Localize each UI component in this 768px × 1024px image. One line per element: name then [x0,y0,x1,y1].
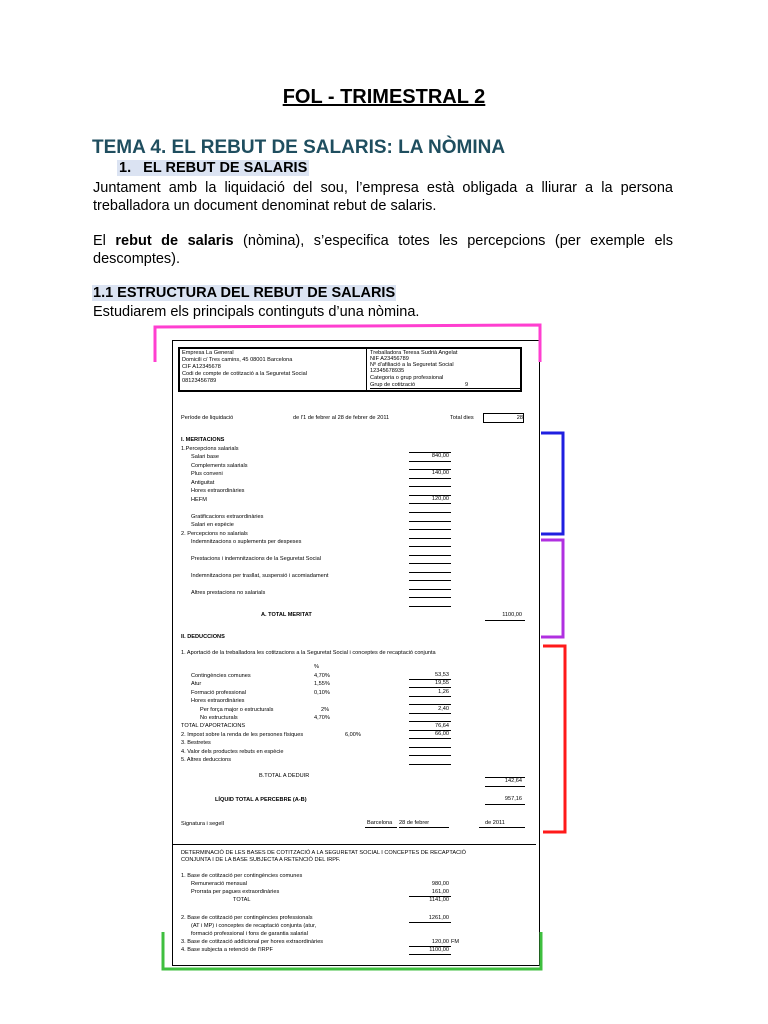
meritacions-item: Prestacions i indemnitzacions de la Seguretat Social [191,556,321,562]
meritacions-item: 1.Percepcions salarials [181,446,239,452]
company-cif: CIF A12345678 [182,364,221,370]
total-aportacions-label: TOTAL D'APORTACIONS [181,723,246,729]
meritacions-item: Gratificacions extraordinàries [191,514,264,520]
formacio-pct: 0,10% [314,690,330,696]
company-name: Empresa La General [182,350,234,356]
percent-header: % [314,664,319,670]
atur-amount: 19,55 [435,680,449,686]
paragraph-intro: Juntament amb la liquidació del sou, l’empresa està obligada a lliurar a la persona treballadora un document denominat rebut de salaris. [93,180,673,214]
company-address: Domicili c/ Tres camins, 45 08001 Barcelona [182,357,293,363]
atur-pct: 1,55% [314,681,330,687]
worker-nif: NIF A23456789 [370,356,409,362]
irpf-label: 2. Impost sobre la renda de les persones físiques [181,732,304,738]
meritacions-item: Plus conveni [191,471,223,477]
meritacions-item: 2. Percepcions no salarials [181,531,248,537]
irpf-amount: 66,00 [435,731,449,737]
topic-heading: TEMA 4. EL REBUT DE SALARIS: LA NÒMINA [92,137,506,158]
signature-label: Signatura i segell [181,821,224,827]
meritacions-title: I. MERITACIONS [181,437,225,443]
meritacions-item: HEFM [191,497,207,503]
aportacio-label: 1. Aportació de la treballadora les cotitzacions a la Seguretat Social i conceptes de recaptació conjunta [181,650,436,656]
plus-conveni-amount: 140,00 [431,470,449,476]
base3-suffix: FM [451,939,460,945]
no-estructurals-label: No estructurals [200,715,238,721]
pink-bracket [155,325,540,362]
green-bracket [163,932,541,969]
base3-value: 120,00 [431,939,449,945]
bases-total-label: TOTAL [233,897,251,903]
period-label: Període de liquidació [181,415,234,421]
base3-label: 3. Base de cotització addicional per hores extraordinàries [181,939,324,945]
worker-group-value: 9 [465,382,469,388]
forca-major-pct: 2% [321,707,330,713]
meritacions-item: Indemnitzacions o suplements per despeses [191,539,302,545]
altres-deduccions-label: 5. Altres deduccions [181,757,232,763]
hefm-amount: 120,00 [431,496,449,502]
section-heading: 1. EL REBUT DE SALARIS [119,160,308,176]
contingencies-pct: 4,70% [314,673,330,679]
total-meritat-label: A. TOTAL MERITAT [261,612,312,618]
signature-place: Barcelona [367,820,393,826]
total-meritat-value: 1100,00 [502,612,522,618]
meritacions-item: Salari base [191,454,219,460]
purple-bracket [541,540,563,637]
period-value: de l'1 de febrer al 28 de febrer de 2011 [293,415,390,421]
company-ss-number: 08123456789 [182,378,217,384]
base4-value: 1100,00 [429,947,449,953]
deduccions-title: II. DEDUCCIONS [181,634,225,640]
subsection-heading: 1.1 ESTRUCTURA DEL REBUT DE SALARIS [93,285,396,301]
hores-label: Hores extraordinàries [191,698,245,704]
meritacions-item: Salari en espècie [191,522,234,528]
atur-label: Atur [191,681,202,687]
paragraph-bold-term: rebut de salaris [115,233,234,249]
total-aportacions-value: 76,64 [435,723,449,729]
bases-title: DETERMINACIÓ DE LES BASES DE COTITZACIÓ A LA SEGURETAT SOCIAL I CONCEPTES DE RECAPTACIÓ [181,850,467,856]
paragraph-text: (nòmina), s’especifica totes les percepcions (per exemple els descomptes). [93,233,674,267]
worker-group-label: Grup de cotització [370,382,416,388]
page-title: FOL - TRIMESTRAL 2 [282,86,486,108]
contingencies-amount: 53,53 [435,672,449,678]
no-estructurals-pct: 4,70% [314,715,330,721]
liquid-value: 957,16 [504,796,522,802]
base2-label: 2. Base de cotització per contingències professionals [181,915,313,921]
prorrata-label: Prorrata per pagues extraordinàries [191,889,280,895]
bestretes-label: 3. Bestretes [181,740,211,746]
salari-base-amount: 840,00 [431,453,449,459]
total-deduir-value: 142,64 [504,778,522,784]
remuneracio-value: 980,00 [431,881,449,887]
irpf-pct: 6,00% [345,732,361,738]
base4-label: 4. Base subjecta a retenció de l'IRPF [181,947,273,953]
base1-label: 1. Base de cotització per contingències comunes [181,873,303,879]
meritacions-item: Antiguitat [191,480,215,486]
paragraph-study: Estudiarem els principals continguts d’una nòmina. [93,304,420,320]
formacio-label: Formació professional [191,690,247,696]
meritacions-item: Complements salarials [191,463,248,469]
remuneracio-label: Remuneració mensual [191,881,247,887]
meritacions-item: Altres prestacions no salarials [191,590,266,596]
forca-major-label: Per força major o estructurals [200,707,274,713]
prorrata-value: 161,00 [431,889,449,895]
paragraph-text: El [93,233,116,249]
especie-label: 4. Valor dels productes rebuts en espècie [181,749,284,755]
contingencies-label: Contingències comunes [191,673,251,679]
total-days-label: Total dies [450,415,474,421]
blue-bracket [541,433,563,534]
company-ss-label: Codi de compte de cotització a la Seguretat Social [182,371,307,377]
base2-note: formació professional i fons de garantia salarial [191,931,308,937]
worker-ss-label: Nº d'afiliació a la Seguretat Social [370,362,454,368]
red-bracket [543,646,565,832]
worker-ss-number: 12345678935 [370,368,405,374]
liquid-label: LÍQUID TOTAL A PERCEBRE (A-B) [215,797,307,803]
worker-category: Categoria o grup professional [370,375,444,381]
total-deduir-label: B.TOTAL A DEDUIR [259,773,310,779]
bases-total-value: 1141,00 [429,897,449,903]
base2-note: (AT i MP) i conceptes de recaptació conjunta (atur, [191,923,317,929]
bases-title: CONJUNTA I DE LA BASE SUBJECTA A RETENCIÓ DEL IRPF. [181,857,341,863]
total-days-value: 28 [516,415,523,421]
meritacions-item: Indemnitzacions per trasllat, suspensió i acomiadament [191,573,329,579]
meritacions-item: Hores extraordinàries [191,488,245,494]
signature-year: de 2011 [485,820,505,826]
base2-value: 1261,00 [428,915,449,921]
worker-name: Treballadora Teresa Sudrià Angelat [370,350,458,356]
forca-major-amount: 2,40 [438,706,449,712]
signature-date: 28 de febrer [399,820,430,826]
formacio-amount: 1,26 [438,689,449,695]
